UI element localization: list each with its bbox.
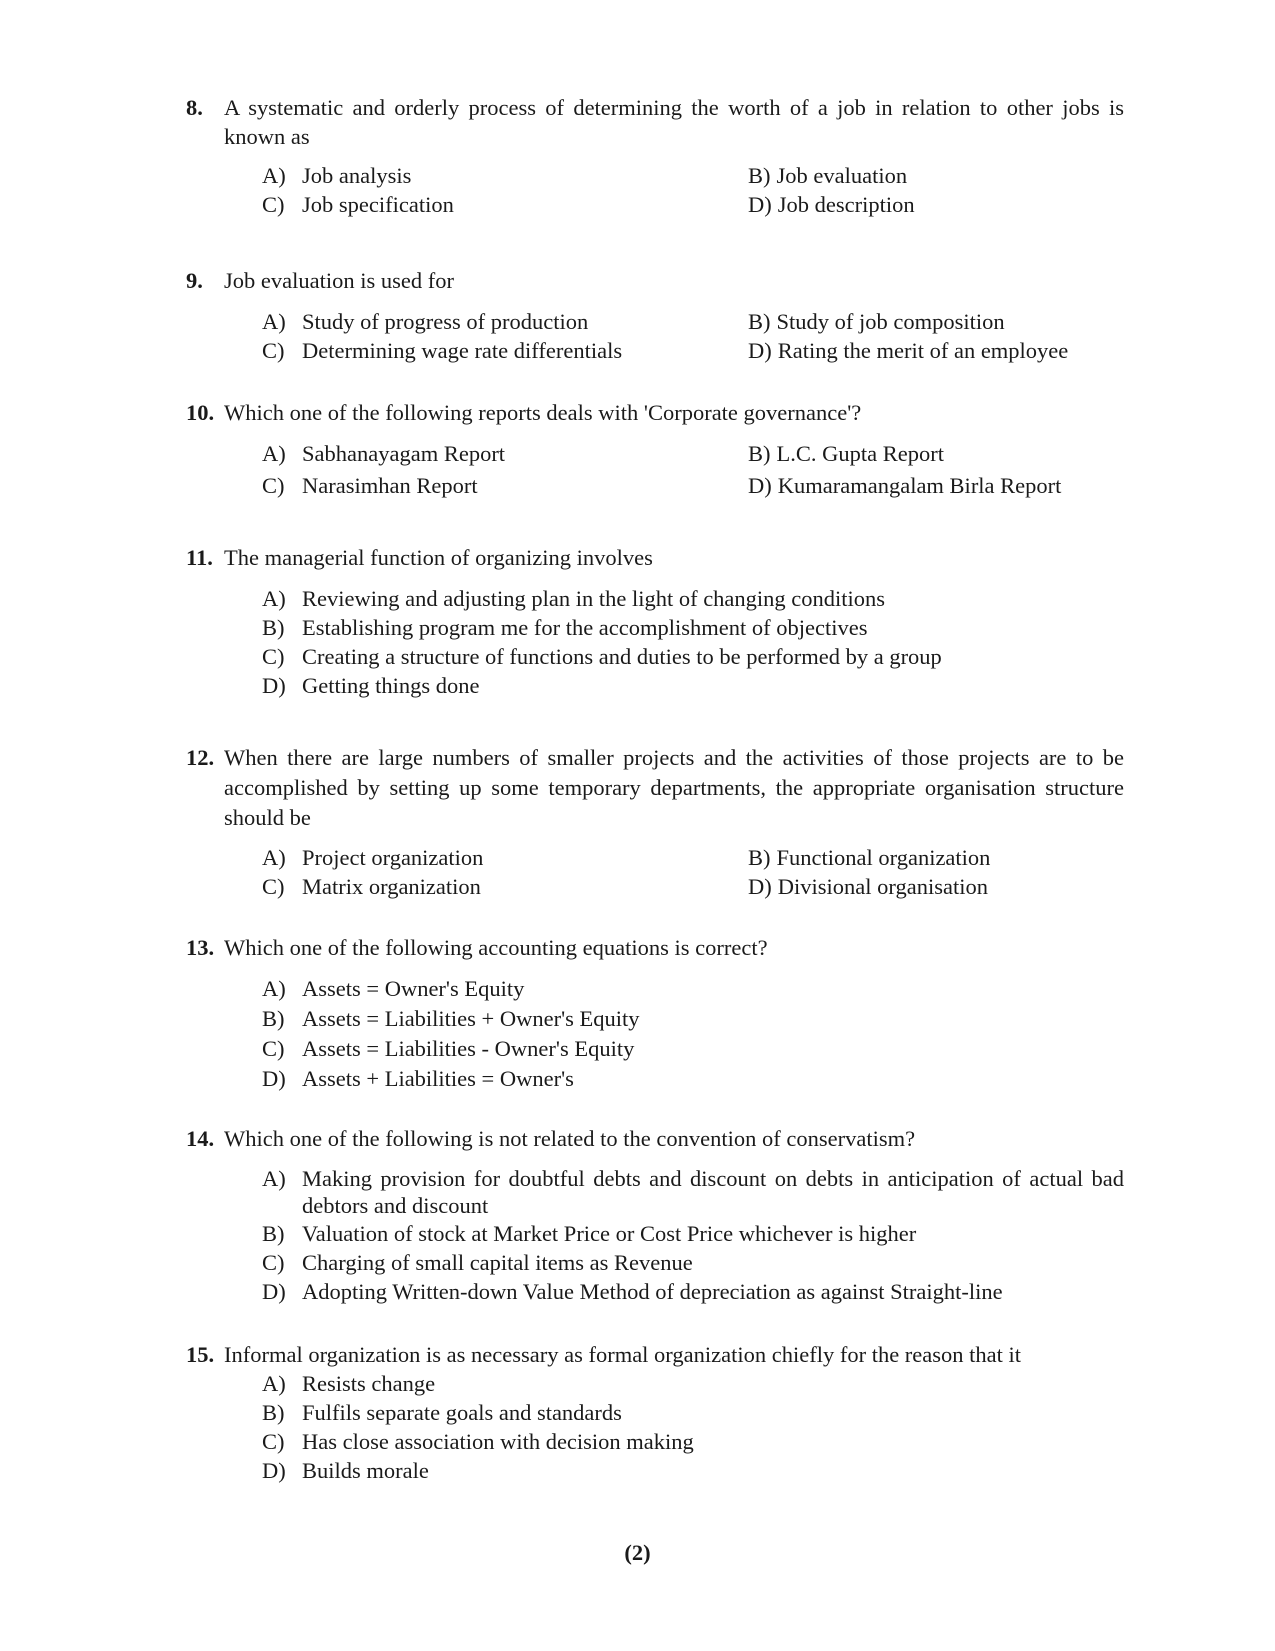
option-text: Job description (777, 192, 915, 217)
option-text: Narasimhan Report (302, 473, 478, 498)
question-15 (186, 1340, 1124, 1485)
option-b (262, 1398, 1124, 1427)
option-letter: C) (262, 874, 285, 899)
option-text: Assets = Owner's Equity (302, 976, 525, 1001)
option-letter: B) (748, 309, 771, 334)
question-stem (186, 743, 1124, 833)
option-text: Assets = Liabilities - Owner's Equity (302, 1036, 635, 1061)
option-d (748, 471, 1124, 500)
option-b (262, 1004, 1124, 1034)
option-letter: D) (262, 1458, 286, 1483)
question-9 (186, 266, 1124, 365)
options-list (262, 974, 1124, 1094)
option-a (262, 974, 1124, 1004)
question-number: 12. (186, 745, 215, 770)
option-text: Making provision for doubtful debts and discount on debts in anticipation of actual bad debtors and discount (302, 1166, 1124, 1218)
option-letter: A) (262, 1371, 286, 1396)
option-letter: D) (748, 874, 772, 899)
option-c (262, 1427, 1124, 1456)
option-text: Determining wage rate differentials (302, 338, 623, 363)
option-letter: D) (748, 338, 772, 363)
question-text: Job evaluation is used for (224, 268, 454, 293)
option-letter: A) (262, 845, 286, 870)
options-grid (262, 161, 1124, 219)
option-d (262, 1064, 1124, 1094)
option-text: Study of progress of production (302, 309, 589, 334)
option-c (262, 190, 748, 219)
question-text: A systematic and orderly process of determining the worth of a job in relation to other jobs is known as (224, 95, 1124, 149)
option-d (262, 1277, 1124, 1306)
question-number: 9. (186, 268, 203, 293)
question-stem (186, 1340, 1124, 1369)
question-11 (186, 543, 1124, 700)
option-letter: B) (262, 1221, 285, 1246)
question-stem (186, 1124, 1124, 1153)
question-number: 14. (186, 1126, 215, 1151)
option-text: Adopting Written-down Value Method of depreciation as against Straight-line (302, 1279, 1003, 1304)
question-stem (186, 266, 1124, 295)
option-text: Builds morale (302, 1458, 429, 1483)
option-letter: D) (262, 673, 286, 698)
option-text: Study of job composition (776, 309, 1005, 334)
question-text: The managerial function of organizing involves (224, 545, 653, 570)
page-number: (2) (624, 1540, 651, 1565)
options-grid (262, 439, 1124, 500)
option-c (262, 1248, 1124, 1277)
question-8 (186, 93, 1124, 219)
option-text: Fulfils separate goals and standards (302, 1400, 622, 1425)
option-letter: D) (262, 1066, 286, 1091)
option-text: Creating a structure of functions and duties to be performed by a group (302, 644, 942, 669)
question-10 (186, 398, 1124, 500)
option-letter: B) (262, 615, 285, 640)
option-letter: C) (262, 1036, 285, 1061)
option-b (262, 1219, 1124, 1248)
question-number: 11. (186, 545, 213, 570)
option-letter: A) (262, 1166, 286, 1191)
option-c (262, 872, 748, 901)
options-grid (262, 307, 1124, 365)
option-letter: C) (262, 338, 285, 363)
option-a (262, 307, 748, 336)
option-c (262, 642, 1124, 671)
option-text: Divisional organisation (777, 874, 988, 899)
option-letter: C) (262, 1429, 285, 1454)
options-grid (262, 843, 1124, 901)
option-b (748, 161, 1124, 190)
option-text: Getting things done (302, 673, 480, 698)
option-text: Kumaramangalam Birla Report (777, 473, 1062, 498)
question-text: Which one of the following is not related to the convention of conservatism? (224, 1126, 916, 1151)
option-d (262, 671, 1124, 700)
question-number: 10. (186, 400, 215, 425)
question-text: Which one of the following reports deals with 'Corporate governance'? (224, 400, 862, 425)
option-letter: A) (262, 163, 286, 188)
option-text: Assets = Liabilities + Owner's Equity (302, 1006, 640, 1031)
question-stem (186, 93, 1124, 151)
option-letter: A) (262, 441, 286, 466)
option-b (748, 439, 1124, 468)
option-a (262, 1369, 1124, 1398)
option-c (262, 471, 748, 500)
option-letter: C) (262, 473, 285, 498)
option-c (262, 1034, 1124, 1064)
option-d (748, 872, 1124, 901)
option-c (262, 336, 748, 365)
option-text: Rating the merit of an employee (777, 338, 1069, 363)
option-d (748, 190, 1124, 219)
option-text: Functional organization (776, 845, 991, 870)
options-list (262, 1369, 1124, 1485)
option-letter: A) (262, 586, 286, 611)
option-letter: B) (262, 1400, 285, 1425)
option-text: Project organization (302, 845, 484, 870)
option-b (748, 307, 1124, 336)
option-text: Matrix organization (302, 874, 481, 899)
option-a (262, 843, 748, 872)
question-number: 15. (186, 1342, 215, 1367)
option-text: Charging of small capital items as Revenue (302, 1250, 693, 1275)
option-letter: D) (262, 1279, 286, 1304)
option-a (262, 584, 1124, 613)
option-text: Assets + Liabilities = Owner's (302, 1066, 574, 1091)
question-13 (186, 933, 1124, 1094)
option-b (262, 613, 1124, 642)
question-text: Informal organization is as necessary as formal organization chiefly for the reason that it (224, 1342, 1022, 1367)
option-d (262, 1456, 1124, 1485)
question-12 (186, 743, 1124, 901)
option-a (262, 439, 748, 468)
option-text: Resists change (302, 1371, 436, 1396)
option-d (748, 336, 1124, 365)
question-number: 13. (186, 935, 215, 960)
question-14 (186, 1124, 1124, 1306)
option-letter: D) (748, 192, 772, 217)
option-a (262, 1165, 1124, 1219)
question-stem (186, 933, 1124, 962)
option-letter: B) (748, 163, 771, 188)
option-b (748, 843, 1124, 872)
question-stem (186, 543, 1124, 572)
option-letter: C) (262, 644, 285, 669)
option-text: Valuation of stock at Market Price or Cost Price whichever is higher (302, 1221, 917, 1246)
option-letter: C) (262, 192, 285, 217)
option-text: Job specification (302, 192, 454, 217)
option-letter: B) (748, 441, 771, 466)
option-text: Reviewing and adjusting plan in the light of changing conditions (302, 586, 886, 611)
option-a (262, 161, 748, 190)
options-list (262, 1165, 1124, 1306)
option-letter: B) (262, 1006, 285, 1031)
question-stem (186, 398, 1124, 427)
option-text: Job analysis (302, 163, 412, 188)
question-text: Which one of the following accounting equations is correct? (224, 935, 768, 960)
option-text: Establishing program me for the accomplishment of objectives (302, 615, 868, 640)
option-text: Has close association with decision making (302, 1429, 694, 1454)
option-letter: A) (262, 976, 286, 1001)
question-text: When there are large numbers of smaller projects and the activities of those projects are to be accomplished by setting up some temporary departments, the appropriate organisation structure should be (224, 745, 1124, 830)
question-number: 8. (186, 95, 203, 120)
option-text: Sabhanayagam Report (302, 441, 506, 466)
option-letter: A) (262, 309, 286, 334)
option-text: Job evaluation (776, 163, 908, 188)
option-letter: C) (262, 1250, 285, 1275)
option-letter: D) (748, 473, 772, 498)
options-list (262, 584, 1124, 700)
option-letter: B) (748, 845, 771, 870)
option-text: L.C. Gupta Report (776, 441, 944, 466)
